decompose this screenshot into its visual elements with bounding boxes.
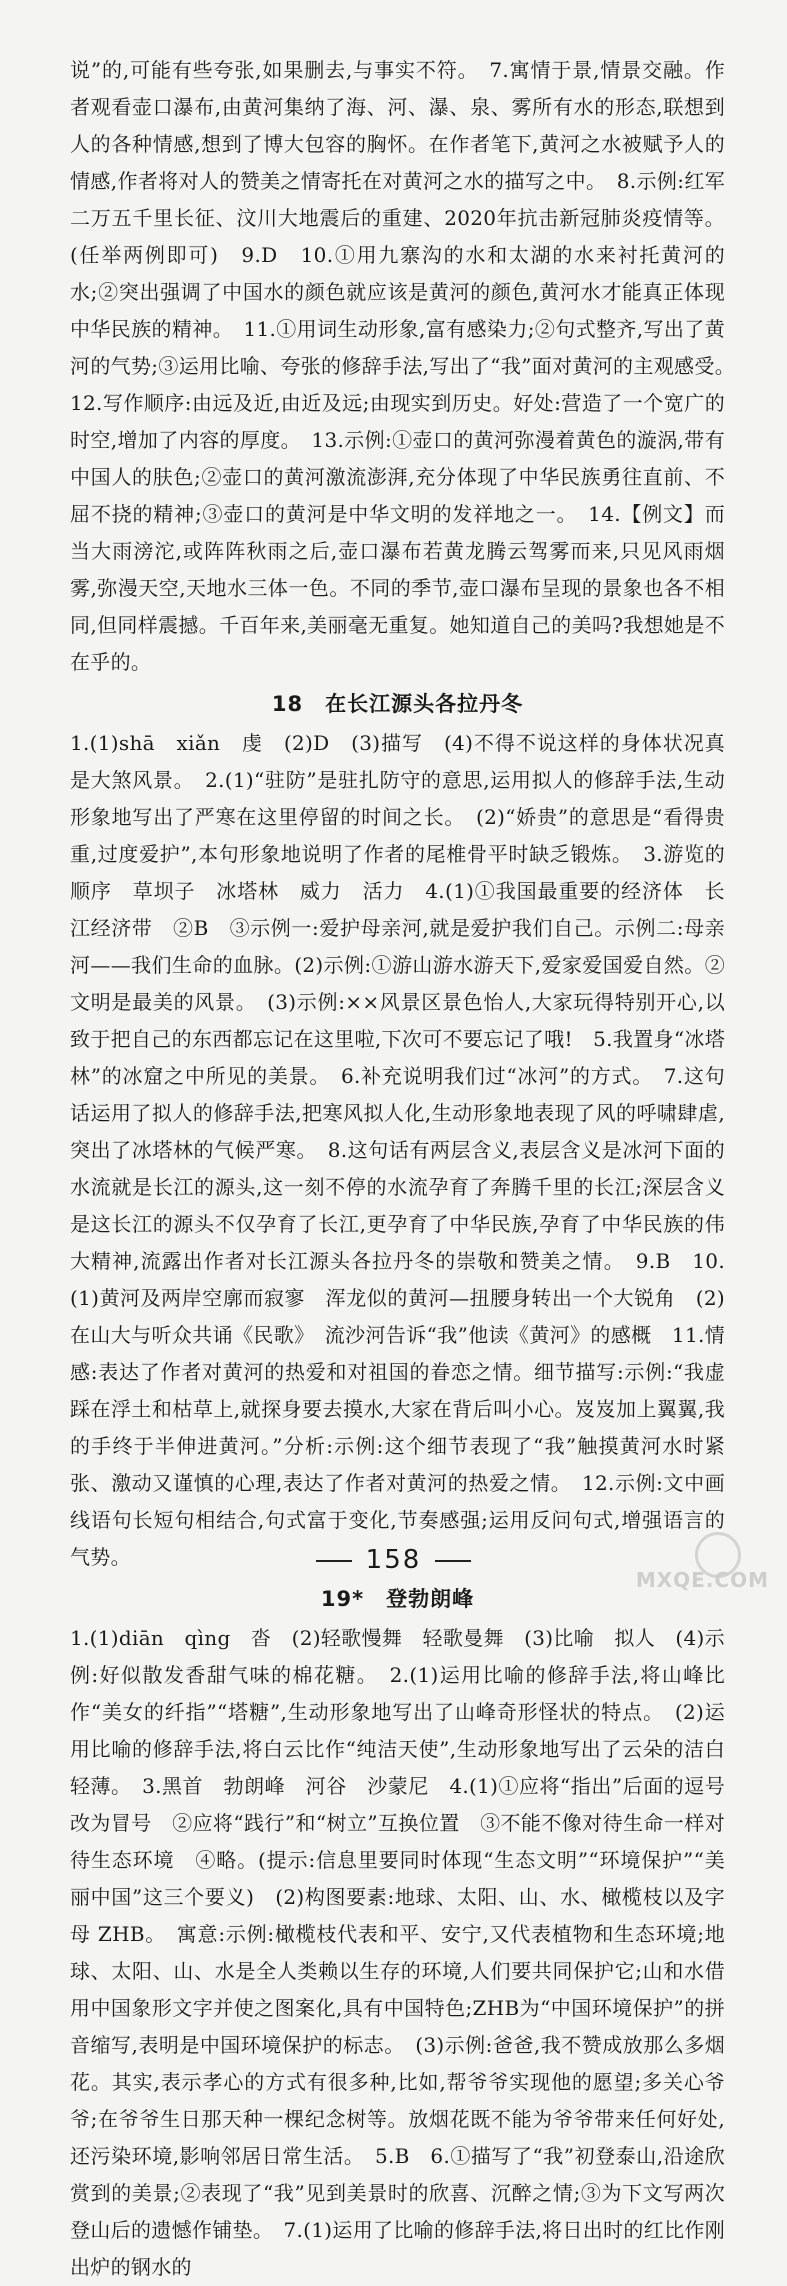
footer-dash-right <box>435 1560 471 1562</box>
watermark-text: MXQE.COM <box>635 1568 769 1592</box>
section-title-19: 19* 登勃朗峰 <box>320 1587 475 1611</box>
footer-dash-left <box>316 1560 352 1562</box>
answer-paragraph-18: 1.(1)shā xiǎn 虔 (2)D (3)描写 (4)不得不说这样的身体状况真是大煞风景。 2.(1)“驻防”是驻扎防守的意思,运用拟人的修辞手法,生动形象地写出了严寒在这里停留的时间之长。 (2)“娇贵”的意思是“看得贵重,过度爱护”,本句形象地说明了作者的尾椎骨平时缺乏锻炼。 3.游览的顺序 草坝子 冰塔林 威力 活力 4.(1)①我国最重要的经济体 长江经济带 ②B ③示例一:爱护母亲河,就是爱护我们自己。示例二:母亲河——我们生命的血脉。(2)示例:①游山游水游天下,爱家爱国爱自然。②文明是最美的风景。 (3)示例:××风景区景色怡人,大家玩得特别开心,以致于把自己的东西都忘记在这里啦,下次可不要忘记了哦! 5.我置身“冰塔林”的冰窟之中所见的美景。 6.补充说明我们过“冰河”的方式。 7.这句话运用了拟人的修辞手法,把寒风拟人化,生动形象地表现了风的呼啸肆虐,突出了冰塔林的气候严寒。 8.这句话有两层含义,表层含义是冰河下面的水流就是长江的源头,这一刻不停的水流孕育了奔腾千里的长江;深层含义是这长江的源头不仅孕育了长江,更孕育了中华民族,孕育了中华民族的伟大精神,流露出作者对长江源头各拉丹冬的崇敬和赞美之情。 9.B 10.(1)黄河及两岸空廓而寂寥 浑龙似的黄河—扭腰身转出一个大锐角 (2)在山大与听众共诵《民歌》 流沙河告诉“我”他读《黄河》的感概 11.情感:表达了作者对黄河的热爱和对祖国的眷恋之情。细节描写:示例:“我虚踩在浮土和枯草上,就探身要去摸水,大家在背后叫小心。岌岌加上翼翼,我的手终于半伸进黄河。”分析:示例:这个细节表现了“我”触摸黄河水时紧张、激动又谨慎的心理,表达了作者对黄河的热爱之情。 12.示例:文中画线语句长短句相结合,句式富于变化,节奏感强;运用反问句式,增强语言的气势。 <box>70 731 725 1569</box>
watermark-logo <box>619 1532 769 1594</box>
section-title-18: 18 在长江源头各拉丹冬 <box>271 692 524 716</box>
answer-paragraph-19: 1.(1)diān qìng 沓 (2)轻歌慢舞 轻歌曼舞 (3)比喻 拟人 (4)示例:好似散发香甜气味的棉花糖。 2.(1)运用比喻的修辞手法,将山峰比作“美女的纤指”“塔糖”,生动形象地写出了山峰奇形怪状的特点。 (2)运用比喻的修辞手法,将白云比作“纯洁天使”,生动形象地写出了云朵的洁白轻薄。 3.黑首 勃朗峰 河谷 沙蒙尼 4.(1)①应将“指出”后面的逗号改为冒号 ②应将“践行”和“树立”互换位置 ③不能不像对待生命一样对待生态环境 ④略。(提示:信息里要同时体现“生态文明”“环境保护”“美丽中国”这三个要义) (2)构图要素:地球、太阳、山、水、橄榄枝以及字母 ZHB。 寓意:示例:橄榄枝代表和平、安宁,又代表植物和生态环境;地球、太阳、山、水是全人类赖以生存的环境,人们要共同保护它;山和水借用中国象形文字并使之图案化,具有中国特色;ZHB为“中国环境保护”的拼音缩写,表明是中国环境保护的标志。 (3)示例:爸爸,我不赞成放那么多烟花。其实,表示孝心的方式有很多种,比如,帮爷爷实现他的愿望;多关心爷爷;在爷爷生日那天种一棵纪念树等。放烟花既不能为爷爷带来任何好处,还污染环境,影响邻居日常生活。 5.B 6.①描写了“我”初登泰山,沿途欣赏到的美景;②表现了“我”见到美景时的欣喜、沉醉之情;③为下文写两次登山后的遗憾作铺垫。 7.(1)运用了比喻的修辞手法,将日出时的红比作刚出炉的钢水的 <box>70 1626 725 2279</box>
answer-paragraph-17: 说”的,可能有些夸张,如果删去,与事实不符。 7.寓情于景,情景交融。作者观看壶口瀑布,由黄河集纳了海、河、瀑、泉、雾所有水的形态,联想到人的各种情感,想到了博大包容的胸怀。在作者笔下,黄河之水被赋予人的情感,作者将对人的赞美之情寄托在对黄河之水的描写之中。 8.示例:红军二万五千里长征、汶川大地震后的重建、2020年抗击新冠肺炎疫情等。(任举两例即可) 9.D 10.①用九寨沟的水和太湖的水来衬托黄河的水;②突出强调了中国水的颜色就应该是黄河的颜色,黄河水才能真正体现中华民族的精神。 11.①用词生动形象,富有感染力;②句式整齐,写出了黄河的气势;③运用比喻、夸张的修辞手法,写出了“我”面对黄河的主观感受。 12.写作顺序:由远及近,由近及远;由现实到历史。好处:营造了一个宽广的时空,增加了内容的厚度。 13.示例:①壶口的黄河弥漫着黄色的漩涡,带有中国人的肤色;②壶口的黄河激流澎湃,充分体现了中华民族勇往直前、不屈不挠的精神;③壶口的黄河是中华文明的发祥地之一。 14.【例文】而当大雨滂沱,或阵阵秋雨之后,壶口瀑布若黄龙腾云驾雾而来,只见风雨烟雾,弥漫天空,天地水三体一色。不同的季节,壶口瀑布呈现的景象也各不相同,但同样震撼。千百年来,美丽毫无重复。她知道自己的美吗?我想她是不在乎的。 <box>70 58 746 674</box>
page-number: 158 <box>365 1545 422 1575</box>
